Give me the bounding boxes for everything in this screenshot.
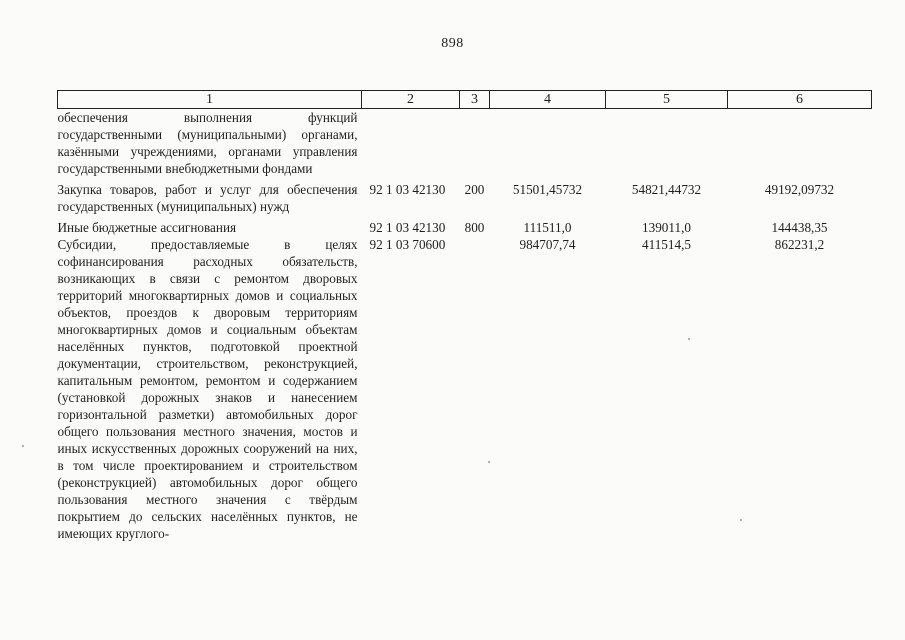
scan-speck — [740, 519, 742, 521]
row-value-col5 — [606, 109, 728, 178]
row-code: 92 1 03 42130 — [369, 220, 446, 235]
table-row — [58, 215, 872, 236]
header-col-1: 1 — [58, 91, 362, 109]
row-name: Закупка товаров, работ и услуг для обеспечения государственных (муниципальных) нужд — [57, 182, 358, 214]
row-value-col6: 144438,35 — [771, 220, 828, 235]
budget-table — [57, 90, 871, 542]
row-value-col4: 51501,45732 — [512, 182, 583, 197]
scan-speck — [488, 461, 490, 463]
table-row — [58, 177, 872, 215]
row-value-col4: 984707,74 — [519, 237, 576, 252]
page-number: 898 — [441, 36, 464, 51]
row-expense-type — [460, 109, 490, 178]
header-col-5: 5 — [606, 91, 728, 109]
row-value-col4: 111511,0 — [523, 220, 572, 235]
header-col-6: 6 — [728, 91, 872, 109]
row-value-col5: 139011,0 — [642, 220, 691, 235]
row-code — [362, 109, 460, 178]
row-value-col6: 862231,2 — [774, 237, 825, 252]
row-name: Субсидии, предоставляемые в целях софинансирования расходных обязательств, возникающих в связи с ремонтом дворовых территорий многоквартирных домов и социальных объектов, проездов к дворовым территориям многоквартирных домов и социальным объектам населённых пунктов, подготовкой проектной документации, строительством, реконструкцией, капитальным ремонтом, ремонтом и содержанием (установкой дорожных знаков и нанесением горизонтальной разметки) автомобильных дорог общего пользования местного значения, мостов и иных искусственных дорожных сооружений на них, в том числе проектированием и строительством (реконструкцией) автомобильных дорог общего пользования местного значения с твёрдым покрытием до сельских населённых пунктов, не имеющих круглого- — [57, 237, 358, 541]
header-col-3: 3 — [460, 91, 490, 109]
header-col-2: 2 — [362, 91, 460, 109]
row-expense-type — [460, 236, 490, 542]
row-code: 92 1 03 70600 — [369, 237, 446, 252]
header-row — [58, 91, 872, 109]
row-expense-type: 200 — [464, 182, 485, 197]
table-row — [58, 109, 872, 178]
row-value-col4 — [490, 109, 606, 178]
table-row — [58, 236, 872, 542]
row-value-col5: 411514,5 — [642, 237, 691, 252]
row-value-col6: 49192,09732 — [764, 182, 835, 197]
row-code: 92 1 03 42130 — [369, 182, 446, 197]
header-col-4: 4 — [490, 91, 606, 109]
row-value-col5: 54821,44732 — [631, 182, 702, 197]
row-name: Иные бюджетные ассигнования — [57, 220, 237, 235]
scan-speck — [688, 338, 690, 340]
row-name: обеспечения выполнения функций государственными (муниципальными) органами, казёнными учреждениями, органами управления государственными внебюджетными фондами — [57, 110, 358, 176]
row-value-col6 — [728, 109, 872, 178]
row-expense-type: 800 — [464, 220, 485, 235]
scan-speck — [22, 445, 24, 447]
